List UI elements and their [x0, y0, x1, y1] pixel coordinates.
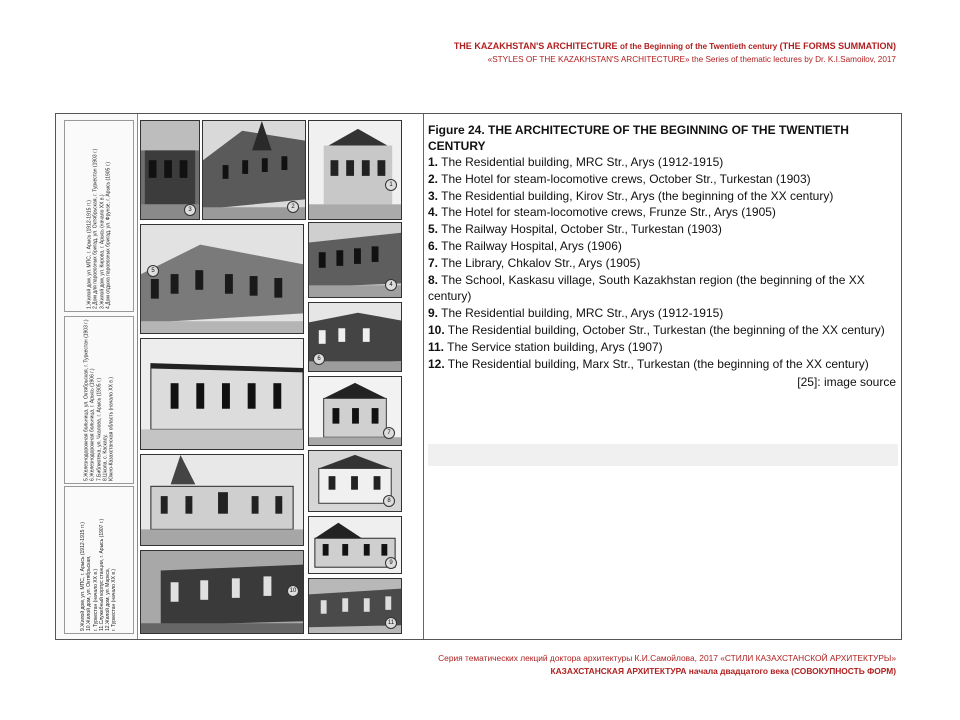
- list-item: [428, 322, 896, 339]
- list-item: [428, 171, 896, 188]
- photo-number: 8: [383, 495, 395, 507]
- building-photo: [202, 120, 306, 220]
- photo-number: 11: [385, 617, 397, 629]
- building-photo: [140, 550, 304, 634]
- item-number: 11.: [428, 339, 445, 354]
- photo-number: 6: [313, 353, 325, 365]
- photo-number: 1: [385, 179, 397, 191]
- item-number: 2.: [428, 171, 439, 186]
- building-photo: [140, 120, 200, 220]
- item-text: The Service station building, Arys (1907): [444, 339, 663, 354]
- item-text: The Residential building, Kirov Str., Arys (the beginning of the XX century): [438, 188, 834, 203]
- item-number: 7.: [428, 255, 439, 270]
- figure-frame: [55, 113, 902, 640]
- item-number: 6.: [428, 238, 439, 253]
- item-number: 1.: [428, 155, 439, 169]
- photo-number: 10: [287, 585, 299, 597]
- photo-number: 3: [184, 204, 196, 216]
- item-text: The Library, Chkalov Str., Arys (1905): [438, 255, 641, 270]
- building-photo: [140, 224, 304, 334]
- item-number: 8.: [428, 272, 439, 287]
- item-number: 9.: [428, 306, 439, 321]
- item-number: 5.: [428, 222, 439, 237]
- list-item: [428, 272, 896, 306]
- building-photo: [308, 120, 402, 220]
- header-series: «STYLES OF THE KAZAKHSTAN'S ARCHITECTURE» the Series of thematic lectures by Dr. K.I.Samoilov, 2017: [487, 55, 896, 64]
- list-item: [428, 204, 896, 221]
- photo-number: 7: [383, 427, 395, 439]
- building-photo: [140, 338, 304, 450]
- list-item: [428, 255, 896, 272]
- caption-box: [64, 316, 134, 484]
- photo-number: 5: [147, 265, 159, 277]
- item-number: 12.: [428, 356, 445, 371]
- photo-number: 4: [385, 279, 397, 291]
- caption-box: [64, 120, 134, 312]
- building-photo: [308, 222, 402, 298]
- list-item: [428, 305, 896, 322]
- item-text: The Hotel for steam-locomotive crews, Frunze Str., Arys (1905): [438, 205, 776, 220]
- caption-box: [64, 486, 134, 634]
- building-photo: [140, 454, 304, 546]
- item-text: The Residential building, MRC Str., Arys (1912-1915): [438, 306, 724, 321]
- item-text: The School, Kaskasu village, South Kazakhstan region (the beginning of the XX century): [428, 272, 865, 304]
- slide-footer: [438, 652, 896, 678]
- building-photo: [308, 376, 402, 446]
- caption-text: 9.Жилой дом, ул. МПС, г. Арысь (1912-1915 гг.) 10.Жилой дом, ул. Октябрьская, г. Туркестан (начало XX в.) 11.Служебный корпус станции, г. Арысь (1907 г.) 12.Жилой дом, ул. Маркса, г. Туркестан (начало XX в.): [80, 518, 118, 631]
- building-photo: [308, 578, 402, 634]
- item-number: 4.: [428, 205, 439, 220]
- divider-bar: [428, 444, 898, 466]
- item-text: The Railway Hospital, Arys (1906): [438, 238, 622, 253]
- photo-number: 2: [287, 201, 299, 213]
- header-title-bold: THE KAZAKHSTAN'S ARCHITECTURE: [453, 41, 618, 51]
- image-source: [25]: image source: [797, 375, 896, 390]
- header-title-tail: (THE FORMS SUMMATION): [779, 41, 896, 51]
- list-item: [428, 154, 896, 171]
- item-number: 3.: [428, 188, 439, 203]
- item-text: The Residential building, Marx Str., Turkestan (the beginning of the XX century): [444, 356, 869, 371]
- figure-caption-panel: [428, 122, 896, 391]
- caption-strip: [56, 114, 138, 639]
- building-photo: [308, 302, 402, 372]
- item-text: The Residential building, October Str., Turkestan (the beginning of the XX century): [444, 322, 885, 337]
- list-item: [428, 356, 896, 373]
- header-title: [454, 40, 896, 53]
- item-text: The Residential building, MRC Str., Arys (1912-1915): [438, 155, 724, 169]
- list-item: [428, 339, 896, 356]
- list-item: [428, 221, 896, 238]
- caption-text: 1.Жилой дом, ул. МПС, г. Арысь (1912-1915 гг.) 2.Дом для паровозных бригад, ул. Октябрьская, г. Туркестан (1903 г.) 3.Жилой дом, ул. Кирова, г. Арысь (начало XX в.) 4.Дом отдыха паровозных бригад, ул. Фрунзе, г. Арысь (1905 г.): [86, 148, 112, 309]
- slide-header: [454, 40, 896, 66]
- item-text: The Hotel for steam-locomotive crews, October Str., Turkestan (1903): [438, 171, 811, 186]
- item-number: 10.: [428, 322, 445, 337]
- caption-text: 5.Железнодорожная больница, ул. Октябрьская, г. Туркестан (1903 г.) 6.Железнодорожная больница, г. Арысь (1906 г.) 7.Библиотека, ул. Чкалова, г. Арысь (1905 г.) 8.Школа, с. Каскасу, Южно-Казахстанская область (начало XX в.): [83, 319, 115, 481]
- footer-title: КАЗАХСТАНСКАЯ АРХИТЕКТУРА начала двадцатого века (СОВОКУПНОСТЬ ФОРМ): [550, 666, 896, 676]
- item-text: The Railway Hospital, October Str., Turkestan (1903): [438, 222, 722, 237]
- building-photo: [308, 516, 402, 574]
- footer-series: Серия тематических лекций доктора архитектуры К.И.Самойлова, 2017 «СТИЛИ КАЗАХСТАНСКОЙ АРХИТЕКТУРЫ»: [438, 653, 896, 663]
- building-photo: [308, 450, 402, 512]
- figure-title: Figure 24. THE ARCHITECTURE OF THE BEGINNING OF THE TWENTIETH CENTURY: [428, 123, 849, 153]
- list-item: [428, 188, 896, 205]
- photo-number: 9: [385, 557, 397, 569]
- header-title-rest: of the Beginning of the Twentieth century: [619, 42, 778, 51]
- photo-collage: [56, 114, 424, 639]
- list-item: [428, 238, 896, 255]
